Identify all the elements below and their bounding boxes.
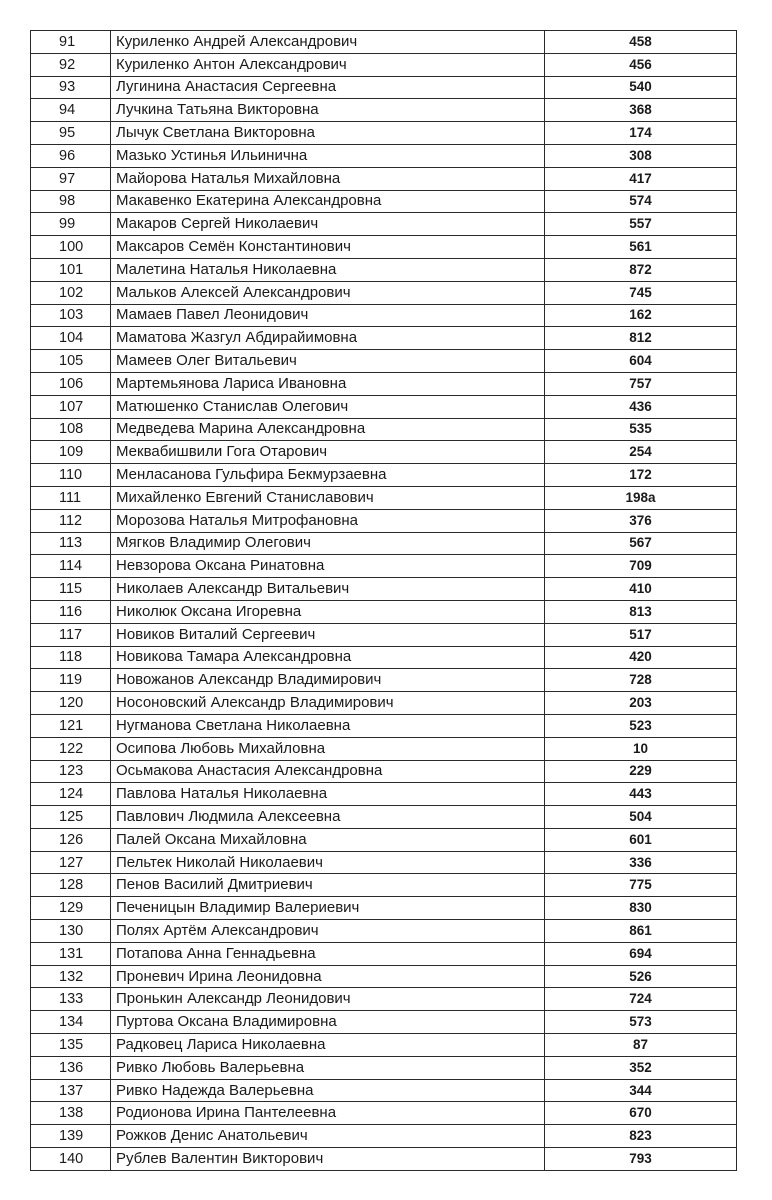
row-number: 91 (31, 31, 111, 54)
row-number: 102 (31, 281, 111, 304)
table-row (31, 1102, 737, 1125)
row-value: 823 (545, 1125, 737, 1148)
table-row (31, 965, 737, 988)
person-name: Макавенко Екатерина Александровна (111, 190, 545, 213)
row-value: 517 (545, 623, 737, 646)
table-row (31, 350, 737, 373)
row-number: 123 (31, 760, 111, 783)
person-name: Носоновский Александр Владимирович (111, 692, 545, 715)
person-name: Мартемьянова Лариса Ивановна (111, 372, 545, 395)
row-value: 601 (545, 828, 737, 851)
row-number: 137 (31, 1079, 111, 1102)
row-number: 115 (31, 578, 111, 601)
table-row (31, 1056, 737, 1079)
row-value: 229 (545, 760, 737, 783)
table-row (31, 53, 737, 76)
table-row (31, 327, 737, 350)
row-number: 116 (31, 600, 111, 623)
table-row (31, 76, 737, 99)
person-name: Павлова Наталья Николаевна (111, 783, 545, 806)
table-row (31, 486, 737, 509)
person-name: Ривко Любовь Валерьевна (111, 1056, 545, 1079)
row-value: 573 (545, 1011, 737, 1034)
row-value: 540 (545, 76, 737, 99)
person-name: Мягков Владимир Олегович (111, 532, 545, 555)
row-value: 523 (545, 714, 737, 737)
table-row (31, 144, 737, 167)
row-value: 420 (545, 646, 737, 669)
row-number: 118 (31, 646, 111, 669)
row-number: 121 (31, 714, 111, 737)
table-row (31, 99, 737, 122)
row-number: 113 (31, 532, 111, 555)
row-value: 670 (545, 1102, 737, 1125)
person-name: Нугманова Светлана Николаевна (111, 714, 545, 737)
row-number: 97 (31, 167, 111, 190)
person-name: Пуртова Оксана Владимировна (111, 1011, 545, 1034)
roster-table-body (31, 31, 737, 1171)
table-row (31, 236, 737, 259)
row-value: 775 (545, 874, 737, 897)
row-value: 87 (545, 1034, 737, 1057)
row-value: 368 (545, 99, 737, 122)
row-number: 107 (31, 395, 111, 418)
table-row (31, 1079, 737, 1102)
row-value: 162 (545, 304, 737, 327)
row-number: 103 (31, 304, 111, 327)
row-value: 443 (545, 783, 737, 806)
row-number: 108 (31, 418, 111, 441)
table-row (31, 555, 737, 578)
row-number: 99 (31, 213, 111, 236)
table-row (31, 213, 737, 236)
person-name: Проневич Ирина Леонидовна (111, 965, 545, 988)
row-value: 254 (545, 441, 737, 464)
table-row (31, 395, 737, 418)
row-value: 352 (545, 1056, 737, 1079)
table-row (31, 532, 737, 555)
table-row (31, 1125, 737, 1148)
roster-table (30, 30, 737, 1171)
row-value: 557 (545, 213, 737, 236)
row-number: 98 (31, 190, 111, 213)
person-name: Пронькин Александр Леонидович (111, 988, 545, 1011)
person-name: Новикова Тамара Александровна (111, 646, 545, 669)
row-number: 106 (31, 372, 111, 395)
row-number: 110 (31, 464, 111, 487)
table-row (31, 1034, 737, 1057)
row-value: 526 (545, 965, 737, 988)
table-row (31, 623, 737, 646)
row-value: 724 (545, 988, 737, 1011)
table-row (31, 509, 737, 532)
row-number: 125 (31, 806, 111, 829)
row-number: 111 (31, 486, 111, 509)
table-row (31, 1148, 737, 1171)
row-value: 504 (545, 806, 737, 829)
person-name: Макаров Сергей Николаевич (111, 213, 545, 236)
table-row (31, 418, 737, 441)
row-number: 134 (31, 1011, 111, 1034)
row-value: 198а (545, 486, 737, 509)
table-row (31, 464, 737, 487)
person-name: Павлович Людмила Алексеевна (111, 806, 545, 829)
row-number: 93 (31, 76, 111, 99)
person-name: Николюк Оксана Игоревна (111, 600, 545, 623)
row-number: 101 (31, 258, 111, 281)
row-value: 861 (545, 920, 737, 943)
person-name: Пенов Василий Дмитриевич (111, 874, 545, 897)
row-value: 567 (545, 532, 737, 555)
row-value: 757 (545, 372, 737, 395)
row-number: 132 (31, 965, 111, 988)
person-name: Печеницын Владимир Валериевич (111, 897, 545, 920)
row-number: 131 (31, 942, 111, 965)
table-row (31, 372, 737, 395)
row-value: 745 (545, 281, 737, 304)
row-number: 96 (31, 144, 111, 167)
person-name: Родионова Ирина Пантелеевна (111, 1102, 545, 1125)
row-number: 117 (31, 623, 111, 646)
table-row (31, 600, 737, 623)
row-value: 535 (545, 418, 737, 441)
person-name: Николаев Александр Витальевич (111, 578, 545, 601)
row-number: 126 (31, 828, 111, 851)
table-row (31, 190, 737, 213)
table-row (31, 31, 737, 54)
person-name: Майорова Наталья Михайловна (111, 167, 545, 190)
person-name: Мамеев Олег Витальевич (111, 350, 545, 373)
person-name: Морозова Наталья Митрофановна (111, 509, 545, 532)
person-name: Лучкина Татьяна Викторовна (111, 99, 545, 122)
person-name: Рублев Валентин Викторович (111, 1148, 545, 1171)
row-number: 104 (31, 327, 111, 350)
person-name: Куриленко Антон Александрович (111, 53, 545, 76)
row-value: 694 (545, 942, 737, 965)
row-number: 136 (31, 1056, 111, 1079)
row-number: 119 (31, 669, 111, 692)
row-value: 308 (545, 144, 737, 167)
table-row (31, 760, 737, 783)
person-name: Меквабишвили Гога Отарович (111, 441, 545, 464)
table-row (31, 874, 737, 897)
row-value: 709 (545, 555, 737, 578)
table-row (31, 578, 737, 601)
table-row (31, 942, 737, 965)
table-row (31, 783, 737, 806)
row-value: 604 (545, 350, 737, 373)
row-value: 561 (545, 236, 737, 259)
table-row (31, 646, 737, 669)
table-row (31, 304, 737, 327)
row-value: 872 (545, 258, 737, 281)
row-number: 114 (31, 555, 111, 578)
row-value: 10 (545, 737, 737, 760)
row-number: 120 (31, 692, 111, 715)
person-name: Ривко Надежда Валерьевна (111, 1079, 545, 1102)
person-name: Маматова Жазгул Абдирайимовна (111, 327, 545, 350)
row-number: 94 (31, 99, 111, 122)
row-value: 728 (545, 669, 737, 692)
row-value: 172 (545, 464, 737, 487)
person-name: Новожанов Александр Владимирович (111, 669, 545, 692)
row-number: 139 (31, 1125, 111, 1148)
row-value: 830 (545, 897, 737, 920)
row-number: 100 (31, 236, 111, 259)
table-row (31, 258, 737, 281)
row-number: 105 (31, 350, 111, 373)
table-row (31, 167, 737, 190)
table-row (31, 692, 737, 715)
row-number: 130 (31, 920, 111, 943)
row-number: 128 (31, 874, 111, 897)
person-name: Медведева Марина Александровна (111, 418, 545, 441)
person-name: Лугинина Анастасия Сергеевна (111, 76, 545, 99)
table-row (31, 1011, 737, 1034)
row-number: 112 (31, 509, 111, 532)
table-row (31, 920, 737, 943)
row-number: 140 (31, 1148, 111, 1171)
person-name: Полях Артём Александрович (111, 920, 545, 943)
row-value: 417 (545, 167, 737, 190)
table-row (31, 441, 737, 464)
row-value: 813 (545, 600, 737, 623)
table-row (31, 669, 737, 692)
row-value: 793 (545, 1148, 737, 1171)
person-name: Мазько Устинья Ильинична (111, 144, 545, 167)
person-name: Осипова Любовь Михайловна (111, 737, 545, 760)
table-row (31, 897, 737, 920)
row-number: 122 (31, 737, 111, 760)
row-value: 376 (545, 509, 737, 532)
table-row (31, 828, 737, 851)
person-name: Рожков Денис Анатольевич (111, 1125, 545, 1148)
person-name: Потапова Анна Геннадьевна (111, 942, 545, 965)
row-number: 133 (31, 988, 111, 1011)
person-name: Радковец Лариса Николаевна (111, 1034, 545, 1057)
row-value: 812 (545, 327, 737, 350)
row-value: 336 (545, 851, 737, 874)
person-name: Максаров Семён Константинович (111, 236, 545, 259)
row-number: 124 (31, 783, 111, 806)
table-row (31, 851, 737, 874)
table-row (31, 122, 737, 145)
person-name: Лычук Светлана Викторовна (111, 122, 545, 145)
row-value: 410 (545, 578, 737, 601)
person-name: Невзорова Оксана Ринатовна (111, 555, 545, 578)
person-name: Малетина Наталья Николаевна (111, 258, 545, 281)
row-number: 109 (31, 441, 111, 464)
row-number: 129 (31, 897, 111, 920)
row-value: 456 (545, 53, 737, 76)
table-row (31, 281, 737, 304)
row-number: 95 (31, 122, 111, 145)
person-name: Мамаев Павел Леонидович (111, 304, 545, 327)
table-row (31, 988, 737, 1011)
row-value: 203 (545, 692, 737, 715)
table-row (31, 714, 737, 737)
person-name: Осьмакова Анастасия Александровна (111, 760, 545, 783)
person-name: Пельтек Николай Николаевич (111, 851, 545, 874)
row-number: 138 (31, 1102, 111, 1125)
row-value: 436 (545, 395, 737, 418)
person-name: Палей Оксана Михайловна (111, 828, 545, 851)
document-page (30, 30, 736, 1171)
row-number: 127 (31, 851, 111, 874)
person-name: Менласанова Гульфира Бекмурзаевна (111, 464, 545, 487)
person-name: Матюшенко Станислав Олегович (111, 395, 545, 418)
row-value: 458 (545, 31, 737, 54)
row-number: 92 (31, 53, 111, 76)
row-value: 174 (545, 122, 737, 145)
person-name: Куриленко Андрей Александрович (111, 31, 545, 54)
person-name: Новиков Виталий Сергеевич (111, 623, 545, 646)
table-row (31, 806, 737, 829)
row-number: 135 (31, 1034, 111, 1057)
person-name: Михайленко Евгений Станиславович (111, 486, 545, 509)
person-name: Мальков Алексей Александрович (111, 281, 545, 304)
row-value: 574 (545, 190, 737, 213)
row-value: 344 (545, 1079, 737, 1102)
table-row (31, 737, 737, 760)
